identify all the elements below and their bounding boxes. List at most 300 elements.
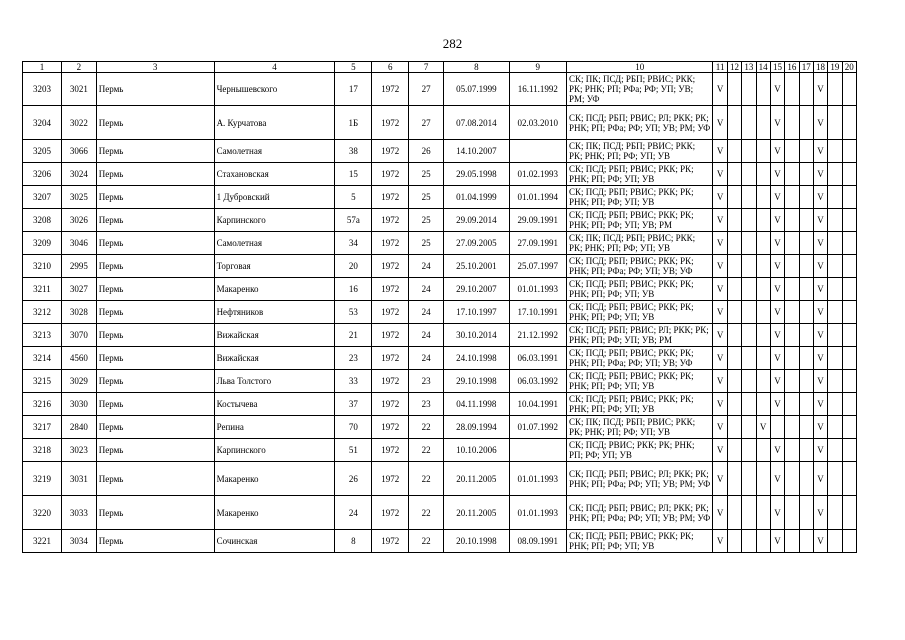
number-cell: 24 [409, 255, 444, 278]
record-id: 3066 [61, 140, 96, 163]
record-id: 3027 [61, 278, 96, 301]
city-cell: Пермь [96, 416, 214, 439]
mark-cell-16 [785, 278, 799, 301]
mark-cell-15: V [770, 301, 784, 324]
codes-cell: СК; ПСД; РБП; РВИС; РКК; РК; РНК; РП; РФ; УП; УВ [566, 278, 713, 301]
mark-cell-19 [828, 163, 842, 186]
date-cell: 29.10.2007 [444, 278, 510, 301]
page-number: 282 [442, 36, 463, 51]
house-cell: 15 [335, 163, 372, 186]
house-cell: 70 [335, 416, 372, 439]
date-cell: 01.01.1994 [509, 186, 566, 209]
row-number: 3210 [23, 255, 62, 278]
number-cell: 25 [409, 186, 444, 209]
date-cell: 01.01.1993 [509, 278, 566, 301]
city-cell: Пермь [96, 73, 214, 106]
record-id: 3021 [61, 73, 96, 106]
table-row [23, 462, 857, 496]
mark-cell-15: V [770, 439, 784, 462]
mark-cell-15: V [770, 462, 784, 496]
house-cell: 16 [335, 278, 372, 301]
mark-cell-18: V [813, 530, 827, 553]
mark-cell-19 [828, 530, 842, 553]
house-cell: 37 [335, 393, 372, 416]
city-cell: Пермь [96, 347, 214, 370]
mark-cell-19 [828, 347, 842, 370]
codes-cell: СК; ПСД; РВИС; РКК; РК; РНК; РП; РФ; УП; УВ [566, 439, 713, 462]
codes-cell: СК; ПСД; РБП; РВИС; РКК; РК; РНК; РП; РФа; РФ; УП; УВ; УФ [566, 347, 713, 370]
record-id: 3026 [61, 209, 96, 232]
date-cell: 30.10.2014 [444, 324, 510, 347]
codes-cell: СК; ПСД; РБП; РВИС; РКК; РК; РНК; РП; РФ; УП; УВ [566, 370, 713, 393]
row-number: 3221 [23, 530, 62, 553]
mark-cell-14 [756, 462, 770, 496]
mark-cell-11: V [713, 347, 727, 370]
mark-cell-14 [756, 324, 770, 347]
mark-cell-15: V [770, 106, 784, 140]
date-cell: 06.03.1992 [509, 370, 566, 393]
mark-cell-11: V [713, 106, 727, 140]
year-cell: 1972 [372, 186, 409, 209]
column-header: 13 [742, 62, 756, 73]
street-cell: Репина [214, 416, 335, 439]
city-cell: Пермь [96, 278, 214, 301]
mark-cell-19 [828, 73, 842, 106]
mark-cell-14 [756, 347, 770, 370]
mark-cell-16 [785, 163, 799, 186]
mark-cell-14 [756, 232, 770, 255]
mark-cell-11: V [713, 73, 727, 106]
date-cell: 20.11.2005 [444, 496, 510, 530]
mark-cell-17 [799, 163, 813, 186]
date-cell: 10.10.2006 [444, 439, 510, 462]
house-cell: 8 [335, 530, 372, 553]
mark-cell-12 [727, 301, 741, 324]
mark-cell-20 [842, 530, 856, 553]
year-cell: 1972 [372, 416, 409, 439]
row-number: 3213 [23, 324, 62, 347]
table-row [23, 324, 857, 347]
house-cell: 1Б [335, 106, 372, 140]
date-cell: 17.10.1991 [509, 301, 566, 324]
house-cell: 33 [335, 370, 372, 393]
mark-cell-12 [727, 462, 741, 496]
mark-cell-12 [727, 73, 741, 106]
mark-cell-17 [799, 140, 813, 163]
house-cell: 24 [335, 496, 372, 530]
mark-cell-13 [742, 232, 756, 255]
year-cell: 1972 [372, 209, 409, 232]
mark-cell-19 [828, 278, 842, 301]
codes-cell: СК; ПСД; РБП; РВИС; РКК; РК; РНК; РП; РФ; УП; УВ [566, 393, 713, 416]
mark-cell-16 [785, 106, 799, 140]
column-header: 11 [713, 62, 727, 73]
mark-cell-14 [756, 73, 770, 106]
mark-cell-14 [756, 209, 770, 232]
number-cell: 24 [409, 278, 444, 301]
year-cell: 1972 [372, 462, 409, 496]
row-number: 3212 [23, 301, 62, 324]
mark-cell-11: V [713, 301, 727, 324]
mark-cell-17 [799, 106, 813, 140]
street-cell: Сочинская [214, 530, 335, 553]
mark-cell-20 [842, 324, 856, 347]
record-id: 3028 [61, 301, 96, 324]
mark-cell-16 [785, 255, 799, 278]
city-cell: Пермь [96, 209, 214, 232]
date-cell: 21.12.1992 [509, 324, 566, 347]
table-row [23, 370, 857, 393]
codes-cell: СК; ПСД; РБП; РВИС; РКК; РК; РНК; РП; РФ; УП; УВ [566, 301, 713, 324]
mark-cell-11: V [713, 232, 727, 255]
date-cell: 08.09.1991 [509, 530, 566, 553]
date-cell: 27.09.2005 [444, 232, 510, 255]
street-cell: Карпинского [214, 439, 335, 462]
record-id: 3034 [61, 530, 96, 553]
mark-cell-18: V [813, 416, 827, 439]
number-cell: 23 [409, 393, 444, 416]
street-cell: Макаренко [214, 278, 335, 301]
street-cell: Карпинского [214, 209, 335, 232]
mark-cell-13 [742, 255, 756, 278]
date-cell: 29.09.2014 [444, 209, 510, 232]
mark-cell-11: V [713, 462, 727, 496]
mark-cell-11: V [713, 393, 727, 416]
mark-cell-15: V [770, 347, 784, 370]
record-id: 2840 [61, 416, 96, 439]
column-header: 8 [444, 62, 510, 73]
mark-cell-11: V [713, 186, 727, 209]
city-cell: Пермь [96, 462, 214, 496]
number-cell: 22 [409, 439, 444, 462]
city-cell: Пермь [96, 163, 214, 186]
date-cell: 02.03.2010 [509, 106, 566, 140]
date-cell: 17.10.1997 [444, 301, 510, 324]
number-cell: 24 [409, 347, 444, 370]
mark-cell-19 [828, 255, 842, 278]
city-cell: Пермь [96, 232, 214, 255]
mark-cell-20 [842, 439, 856, 462]
mark-cell-11: V [713, 278, 727, 301]
mark-cell-20 [842, 496, 856, 530]
mark-cell-18: V [813, 163, 827, 186]
year-cell: 1972 [372, 370, 409, 393]
mark-cell-14 [756, 496, 770, 530]
street-cell: 1 Дубровский [214, 186, 335, 209]
mark-cell-19 [828, 370, 842, 393]
mark-cell-16 [785, 232, 799, 255]
date-cell: 16.11.1992 [509, 73, 566, 106]
record-id: 4560 [61, 347, 96, 370]
mark-cell-12 [727, 106, 741, 140]
codes-cell: СК; ПСД; РБП; РВИС; РЛ; РКК; РК; РНК; РП; РФа; РФ; УП; УВ; РМ; УФ [566, 496, 713, 530]
number-cell: 24 [409, 324, 444, 347]
mark-cell-15: V [770, 370, 784, 393]
mark-cell-16 [785, 209, 799, 232]
house-cell: 51 [335, 439, 372, 462]
city-cell: Пермь [96, 324, 214, 347]
row-number: 3206 [23, 163, 62, 186]
mark-cell-14 [756, 140, 770, 163]
mark-cell-19 [828, 393, 842, 416]
year-cell: 1972 [372, 496, 409, 530]
record-id: 3029 [61, 370, 96, 393]
year-cell: 1972 [372, 232, 409, 255]
city-cell: Пермь [96, 186, 214, 209]
mark-cell-13 [742, 186, 756, 209]
year-cell: 1972 [372, 301, 409, 324]
mark-cell-16 [785, 530, 799, 553]
mark-cell-18: V [813, 370, 827, 393]
mark-cell-17 [799, 347, 813, 370]
house-cell: 26 [335, 462, 372, 496]
mark-cell-20 [842, 106, 856, 140]
mark-cell-20 [842, 255, 856, 278]
table-row [23, 255, 857, 278]
record-id: 3046 [61, 232, 96, 255]
column-header: 5 [335, 62, 372, 73]
mark-cell-16 [785, 347, 799, 370]
house-cell: 20 [335, 255, 372, 278]
mark-cell-17 [799, 73, 813, 106]
record-id: 3031 [61, 462, 96, 496]
mark-cell-20 [842, 186, 856, 209]
table-row [23, 209, 857, 232]
mark-cell-18: V [813, 140, 827, 163]
column-header: 20 [842, 62, 856, 73]
table-row [23, 416, 857, 439]
year-cell: 1972 [372, 324, 409, 347]
mark-cell-17 [799, 496, 813, 530]
row-number: 3220 [23, 496, 62, 530]
year-cell: 1972 [372, 106, 409, 140]
row-number: 3218 [23, 439, 62, 462]
mark-cell-17 [799, 232, 813, 255]
number-cell: 26 [409, 140, 444, 163]
number-cell: 22 [409, 462, 444, 496]
house-cell: 38 [335, 140, 372, 163]
mark-cell-17 [799, 301, 813, 324]
city-cell: Пермь [96, 496, 214, 530]
mark-cell-12 [727, 163, 741, 186]
column-header: 15 [770, 62, 784, 73]
mark-cell-19 [828, 439, 842, 462]
header-row [23, 62, 857, 73]
mark-cell-20 [842, 347, 856, 370]
mark-cell-14 [756, 370, 770, 393]
column-header: 16 [785, 62, 799, 73]
codes-cell: СК; ПСД; РБП; РВИС; РКК; РК; РНК; РП; РФа; РФ; УП; УВ; УФ [566, 255, 713, 278]
row-number: 3219 [23, 462, 62, 496]
mark-cell-19 [828, 301, 842, 324]
mark-cell-12 [727, 393, 741, 416]
mark-cell-13 [742, 324, 756, 347]
table-row [23, 278, 857, 301]
row-number: 3216 [23, 393, 62, 416]
mark-cell-15: V [770, 163, 784, 186]
date-cell: 05.07.1999 [444, 73, 510, 106]
mark-cell-16 [785, 186, 799, 209]
mark-cell-13 [742, 278, 756, 301]
house-cell: 21 [335, 324, 372, 347]
number-cell: 22 [409, 530, 444, 553]
mark-cell-13 [742, 462, 756, 496]
house-cell: 57а [335, 209, 372, 232]
street-cell: Чернышевского [214, 73, 335, 106]
mark-cell-14 [756, 163, 770, 186]
column-header: 18 [813, 62, 827, 73]
mark-cell-13 [742, 530, 756, 553]
mark-cell-12 [727, 496, 741, 530]
row-number: 3207 [23, 186, 62, 209]
row-number: 3214 [23, 347, 62, 370]
mark-cell-17 [799, 530, 813, 553]
city-cell: Пермь [96, 370, 214, 393]
mark-cell-16 [785, 462, 799, 496]
mark-cell-19 [828, 462, 842, 496]
mark-cell-18: V [813, 255, 827, 278]
mark-cell-17 [799, 462, 813, 496]
date-cell: 01.02.1993 [509, 163, 566, 186]
mark-cell-19 [828, 106, 842, 140]
mark-cell-20 [842, 393, 856, 416]
date-cell: 29.10.1998 [444, 370, 510, 393]
record-id: 3024 [61, 163, 96, 186]
mark-cell-16 [785, 439, 799, 462]
mark-cell-12 [727, 232, 741, 255]
date-cell [509, 439, 566, 462]
row-number: 3203 [23, 73, 62, 106]
mark-cell-12 [727, 186, 741, 209]
column-header: 7 [409, 62, 444, 73]
mark-cell-15: V [770, 186, 784, 209]
date-cell: 25.07.1997 [509, 255, 566, 278]
date-cell: 04.11.1998 [444, 393, 510, 416]
street-cell: А. Курчатова [214, 106, 335, 140]
year-cell: 1972 [372, 163, 409, 186]
column-header: 12 [727, 62, 741, 73]
mark-cell-20 [842, 278, 856, 301]
codes-cell: СК; ПСД; РБП; РВИС; РКК; РК; РНК; РП; РФ; УП; УВ [566, 530, 713, 553]
column-header: 6 [372, 62, 409, 73]
mark-cell-16 [785, 73, 799, 106]
column-header: 14 [756, 62, 770, 73]
date-cell: 20.10.1998 [444, 530, 510, 553]
number-cell: 27 [409, 73, 444, 106]
mark-cell-15 [770, 416, 784, 439]
codes-cell: СК; ПК; ПСД; РБП; РВИС; РКК; РК; РНК; РП; РФ; УП; УВ [566, 140, 713, 163]
mark-cell-12 [727, 255, 741, 278]
year-cell: 1972 [372, 393, 409, 416]
mark-cell-15: V [770, 255, 784, 278]
table-row [23, 186, 857, 209]
mark-cell-11: V [713, 416, 727, 439]
codes-cell: СК; ПК; ПСД; РБП; РВИС; РКК; РК; РНК; РП; РФ; УП; УВ [566, 232, 713, 255]
mark-cell-18: V [813, 73, 827, 106]
mark-cell-14 [756, 106, 770, 140]
date-cell: 28.09.1994 [444, 416, 510, 439]
mark-cell-13 [742, 416, 756, 439]
mark-cell-12 [727, 324, 741, 347]
mark-cell-19 [828, 140, 842, 163]
table-row [23, 301, 857, 324]
house-cell: 5 [335, 186, 372, 209]
mark-cell-12 [727, 439, 741, 462]
street-cell: Льва Толстого [214, 370, 335, 393]
street-cell: Самолетная [214, 232, 335, 255]
mark-cell-17 [799, 209, 813, 232]
table-row [23, 347, 857, 370]
number-cell: 27 [409, 106, 444, 140]
mark-cell-12 [727, 209, 741, 232]
date-cell: 06.03.1991 [509, 347, 566, 370]
mark-cell-12 [727, 370, 741, 393]
column-header: 4 [214, 62, 335, 73]
table-row [23, 140, 857, 163]
mark-cell-19 [828, 496, 842, 530]
mark-cell-18: V [813, 496, 827, 530]
mark-cell-19 [828, 186, 842, 209]
mark-cell-11: V [713, 496, 727, 530]
row-number: 3204 [23, 106, 62, 140]
street-cell: Нефтяников [214, 301, 335, 324]
mark-cell-15: V [770, 278, 784, 301]
date-cell: 24.10.1998 [444, 347, 510, 370]
row-number: 3205 [23, 140, 62, 163]
mark-cell-15: V [770, 496, 784, 530]
record-id: 3070 [61, 324, 96, 347]
date-cell: 14.10.2007 [444, 140, 510, 163]
number-cell: 22 [409, 496, 444, 530]
mark-cell-12 [727, 140, 741, 163]
mark-cell-14 [756, 255, 770, 278]
date-cell: 01.01.1993 [509, 496, 566, 530]
mark-cell-17 [799, 255, 813, 278]
year-cell: 1972 [372, 347, 409, 370]
street-cell: Торговая [214, 255, 335, 278]
street-cell: Макаренко [214, 462, 335, 496]
column-header: 17 [799, 62, 813, 73]
codes-cell: СК; ПСД; РБП; РВИС; РКК; РК; РНК; РП; РФ; УП; УВ; РМ [566, 209, 713, 232]
table-row [23, 73, 857, 106]
mark-cell-14 [756, 301, 770, 324]
mark-cell-20 [842, 416, 856, 439]
year-cell: 1972 [372, 140, 409, 163]
mark-cell-20 [842, 232, 856, 255]
mark-cell-17 [799, 439, 813, 462]
date-cell: 01.04.1999 [444, 186, 510, 209]
date-cell: 29.05.1998 [444, 163, 510, 186]
city-cell: Пермь [96, 301, 214, 324]
mark-cell-19 [828, 416, 842, 439]
record-id: 3030 [61, 393, 96, 416]
mark-cell-20 [842, 140, 856, 163]
table-row [23, 232, 857, 255]
mark-cell-19 [828, 324, 842, 347]
table-row [23, 163, 857, 186]
mark-cell-16 [785, 393, 799, 416]
year-cell: 1972 [372, 73, 409, 106]
mark-cell-20 [842, 462, 856, 496]
mark-cell-12 [727, 530, 741, 553]
year-cell: 1972 [372, 530, 409, 553]
street-cell: Костычева [214, 393, 335, 416]
codes-cell: СК; ПК; ПСД; РБП; РВИС; РКК; РК; РНК; РП; РФа; РФ; УП; УВ; РМ; УФ [566, 73, 713, 106]
mark-cell-16 [785, 370, 799, 393]
table-row [23, 439, 857, 462]
table-row [23, 496, 857, 530]
mark-cell-20 [842, 301, 856, 324]
